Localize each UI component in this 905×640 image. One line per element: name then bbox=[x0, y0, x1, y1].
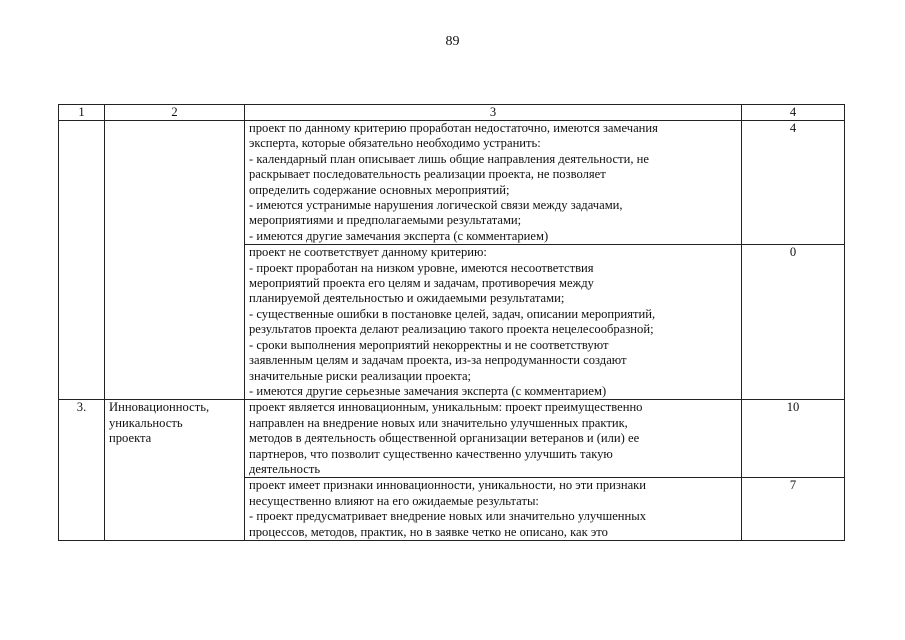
description-line: - календарный план описывает лишь общие направления деятельности, не bbox=[249, 151, 649, 166]
description-line: - имеются устранимые нарушения логической связи между задачами, bbox=[249, 198, 623, 213]
criterion-line: уникальность bbox=[109, 415, 183, 430]
description-line: партнеров, что позволит существенно качественно улучшить такую bbox=[249, 446, 613, 461]
description-line: раскрывает последовательность реализации проекта, не позволяет bbox=[249, 167, 606, 182]
description-line: значительные риски реализации проекта; bbox=[249, 368, 472, 383]
table-row bbox=[59, 121, 845, 245]
row-number-cell bbox=[59, 121, 105, 400]
description-line: - имеются другие замечания эксперта (с комментарием) bbox=[249, 228, 549, 243]
description-line: проект не соответствует данному критерию: bbox=[249, 245, 487, 260]
description-line: определить содержание основных мероприятий; bbox=[249, 182, 510, 197]
description-line: несущественно влияют на его ожидаемые результаты: bbox=[249, 493, 539, 508]
description-line: планируемой деятельностью и ожидаемыми результатами; bbox=[249, 291, 565, 306]
description-line: деятельность bbox=[249, 461, 321, 476]
page-number: 89 bbox=[445, 34, 460, 49]
criteria-table bbox=[58, 104, 845, 541]
score-cell: 4 bbox=[742, 121, 845, 245]
description-cell bbox=[245, 121, 742, 245]
description-line: - проект предусматривает внедрение новых или значительно улучшенных bbox=[249, 509, 647, 524]
description-cell bbox=[245, 478, 742, 541]
description-line: проект имеет признаки инновационности, уникальности, но эти признаки bbox=[249, 478, 647, 493]
row-number-cell: 3. bbox=[59, 400, 105, 541]
header-col-2: 2 bbox=[105, 105, 245, 121]
header-col-4: 4 bbox=[742, 105, 845, 121]
header-col-3: 3 bbox=[245, 105, 742, 121]
header-col-1: 1 bbox=[59, 105, 105, 121]
score-cell: 10 bbox=[742, 400, 845, 478]
description-line: - проект проработан на низком уровне, имеются несоответствия bbox=[249, 260, 594, 275]
description-line: результатов проекта делают реализацию такого проекта нецелесообразной; bbox=[249, 322, 654, 337]
description-line: мероприятий проекта его целям и задачам, противоречия между bbox=[249, 276, 594, 291]
description-line: процессов, методов, практик, но в заявке четко не описано, как это bbox=[249, 524, 608, 539]
criterion-line: Инновационность, bbox=[109, 400, 210, 415]
description-line: направлен на внедрение новых или значительно улучшенных практик, bbox=[249, 415, 628, 430]
criterion-cell bbox=[105, 400, 245, 541]
description-line: проект по данному критерию проработан недостаточно, имеются замечания bbox=[249, 121, 658, 135]
description-line: мероприятиями и предполагаемыми результатами; bbox=[249, 213, 522, 228]
score-cell: 0 bbox=[742, 245, 845, 400]
description-cell bbox=[245, 400, 742, 478]
description-line: - сроки выполнения мероприятий некорректны и не соответствуют bbox=[249, 337, 609, 352]
criterion-cell bbox=[105, 121, 245, 400]
table-row bbox=[59, 400, 845, 478]
description-line: - существенные ошибки в постановке целей, задач, описании мероприятий, bbox=[249, 306, 656, 321]
score-cell: 7 bbox=[742, 478, 845, 541]
description-line: проект является инновационным, уникальным: проект преимущественно bbox=[249, 400, 643, 415]
table-header-row bbox=[59, 105, 845, 121]
criterion-line: проекта bbox=[109, 431, 152, 446]
description-line: заявленным целям и задачам проекта, из-за непродуманности создают bbox=[249, 353, 627, 368]
description-line: - имеются другие серьезные замечания эксперта (с комментарием) bbox=[249, 383, 607, 398]
description-cell bbox=[245, 245, 742, 400]
description-line: методов в деятельность общественной организации ветеранов и (или) ее bbox=[249, 431, 640, 446]
description-line: эксперта, которые обязательно необходимо устранить: bbox=[249, 136, 541, 151]
